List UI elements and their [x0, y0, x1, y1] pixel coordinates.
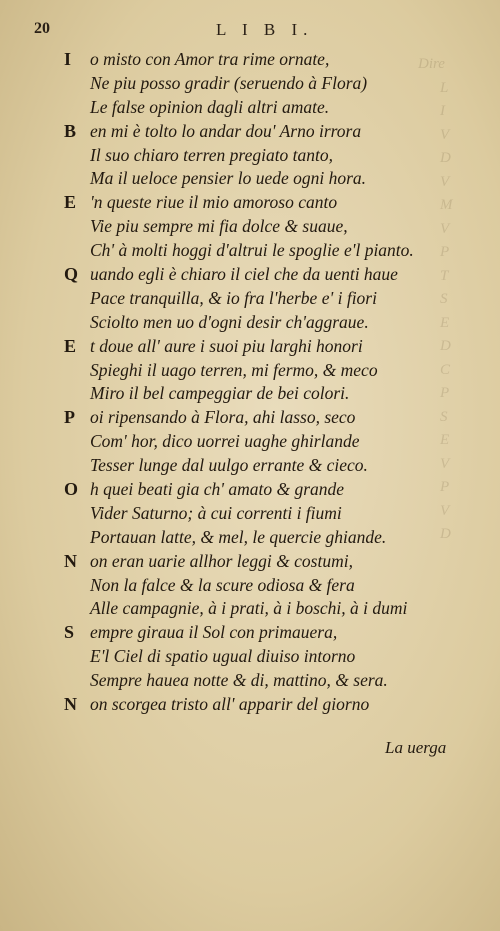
verse-line — [64, 311, 470, 335]
verse-text: uando egli è chiaro il ciel che da uenti haue — [90, 264, 398, 285]
verse-line — [64, 621, 470, 645]
verse-text: o misto con Amor tra rime ornate, — [90, 49, 330, 69]
verse-text: Non la falce & la scure odiosa & fera — [90, 574, 355, 595]
verse-line — [64, 430, 470, 454]
verse-line — [64, 144, 470, 168]
verse-line — [64, 120, 470, 144]
verse-text: t doue all' aure i suoi piu larghi honori — [90, 335, 363, 356]
show-through-glyph: V — [440, 126, 450, 143]
verse-line — [64, 191, 470, 215]
verse-text: on eran uarie allhor leggi & costumi, — [90, 550, 353, 571]
show-through-glyph: D — [440, 526, 451, 542]
stanza-initial: E — [64, 335, 77, 356]
verse-text: Sciolto men uo d'ogni desir ch'aggraue. — [90, 311, 369, 332]
stanza-initial: S — [64, 622, 75, 643]
verse-text: Pace tranquilla, & io fra l'herbe e' i fiori — [90, 287, 377, 308]
verse-text: E'l Ciel di spatio ugual diuiso intorno — [90, 646, 356, 667]
verse-line — [64, 287, 470, 311]
verse-text: Miro il bel campeggiar de bei colori. — [90, 383, 350, 404]
show-through-glyph: T — [440, 267, 449, 284]
verse-line — [64, 359, 470, 383]
verse-text: on scorgea tristo all' apparir del giorno — [90, 694, 370, 715]
verse-text: Il suo chiaro terren pregiato tanto, — [90, 144, 334, 165]
verse-text: en mi è tolto lo andar dou' Arno irrora — [90, 120, 362, 141]
show-through-glyph: P — [440, 385, 450, 401]
verse-line — [64, 335, 470, 359]
show-through-glyph: S — [440, 291, 448, 307]
verse-line — [64, 263, 470, 287]
stanza-initial: I — [64, 49, 72, 69]
verse-text: oi ripensando à Flora, ahi lasso, seco — [90, 407, 356, 428]
verse-text: Vie piu sempre mi fia dolce & suaue, — [90, 216, 348, 237]
verse-text: Le false opinion dagli altri amate. — [90, 96, 330, 117]
stanza-initial: N — [64, 550, 77, 571]
verse-text: Ch' à molti hoggi d'altrui le spoglie e'l pianto. — [90, 240, 414, 261]
verse-line — [64, 454, 470, 478]
poem-text — [64, 48, 470, 717]
show-through-glyph: D — [440, 338, 451, 354]
verse-line — [64, 239, 470, 263]
show-through-glyph: V — [440, 220, 450, 237]
catchword: La uerga — [385, 738, 447, 757]
verse-line — [64, 550, 470, 574]
verse-line — [64, 526, 470, 550]
verse-line — [64, 382, 470, 406]
show-through-glyph: L — [440, 79, 449, 96]
show-through-glyph: M — [440, 197, 453, 213]
verse-line — [64, 645, 470, 669]
show-through-glyph: Dire — [418, 56, 445, 72]
verse-text: Tesser lunge dal uulgo errante & cieco. — [90, 455, 368, 476]
verse-text: empre giraua il Sol con primauera, — [90, 622, 338, 643]
running-title: L I B I. — [216, 20, 314, 39]
stanza-initial: Q — [64, 264, 79, 285]
verse-line — [64, 574, 470, 598]
verse-line — [64, 693, 470, 717]
stanza-initial: B — [64, 120, 77, 141]
verse-text: Sempre hauea notte & di, mattino, & sera. — [90, 670, 388, 691]
verse-line — [64, 48, 470, 72]
show-through-glyph: E — [440, 432, 450, 448]
show-through-glyph: P — [440, 479, 450, 495]
page-header — [26, 20, 480, 42]
show-through-glyph: E — [440, 314, 450, 331]
show-through-glyph: I — [440, 103, 445, 119]
verse-text: h quei beati gia ch' amato & grande — [90, 479, 345, 500]
show-through-glyph: S — [440, 408, 448, 425]
verse-text: Alle campagnie, à i prati, à i boschi, à i dumi — [90, 598, 408, 619]
verse-line — [64, 502, 470, 526]
verse-line — [64, 215, 470, 239]
verse-text: Spieghi il uago terren, mi fermo, & meco — [90, 359, 378, 380]
show-through-glyph: V — [440, 502, 450, 519]
page-number: 20 — [34, 20, 50, 37]
stanza-initial: P — [64, 407, 75, 428]
show-through-glyph: C — [440, 361, 451, 378]
stanza-initial: N — [64, 694, 77, 715]
show-through-glyph: D — [440, 150, 451, 166]
stanza-initial: E — [64, 192, 77, 213]
verse-text: Vider Saturno; à cui correnti i fiumi — [90, 502, 342, 523]
verse-text: Ne piu posso gradir (seruendo à Flora) — [90, 72, 368, 93]
verse-line — [64, 167, 470, 191]
verse-text: Com' hor, dico uorrei uaghe ghirlande — [90, 431, 360, 452]
verse-text: Portauan latte, & mel, le quercie ghiande. — [90, 526, 387, 547]
show-through-glyph: P — [440, 244, 450, 260]
verse-line — [64, 669, 470, 693]
verse-line — [64, 96, 470, 120]
verse-line — [64, 406, 470, 430]
verse-text: 'n queste riue il mio amoroso canto — [90, 192, 338, 213]
stanza-initial: O — [64, 479, 79, 500]
verse-line — [64, 72, 470, 96]
show-through-glyph: V — [440, 173, 450, 190]
show-through-glyph: V — [440, 455, 450, 472]
verse-line — [64, 478, 470, 502]
verse-text: Ma il ueloce pensier lo uede ogni hora. — [90, 168, 367, 189]
verse-line — [64, 597, 470, 621]
